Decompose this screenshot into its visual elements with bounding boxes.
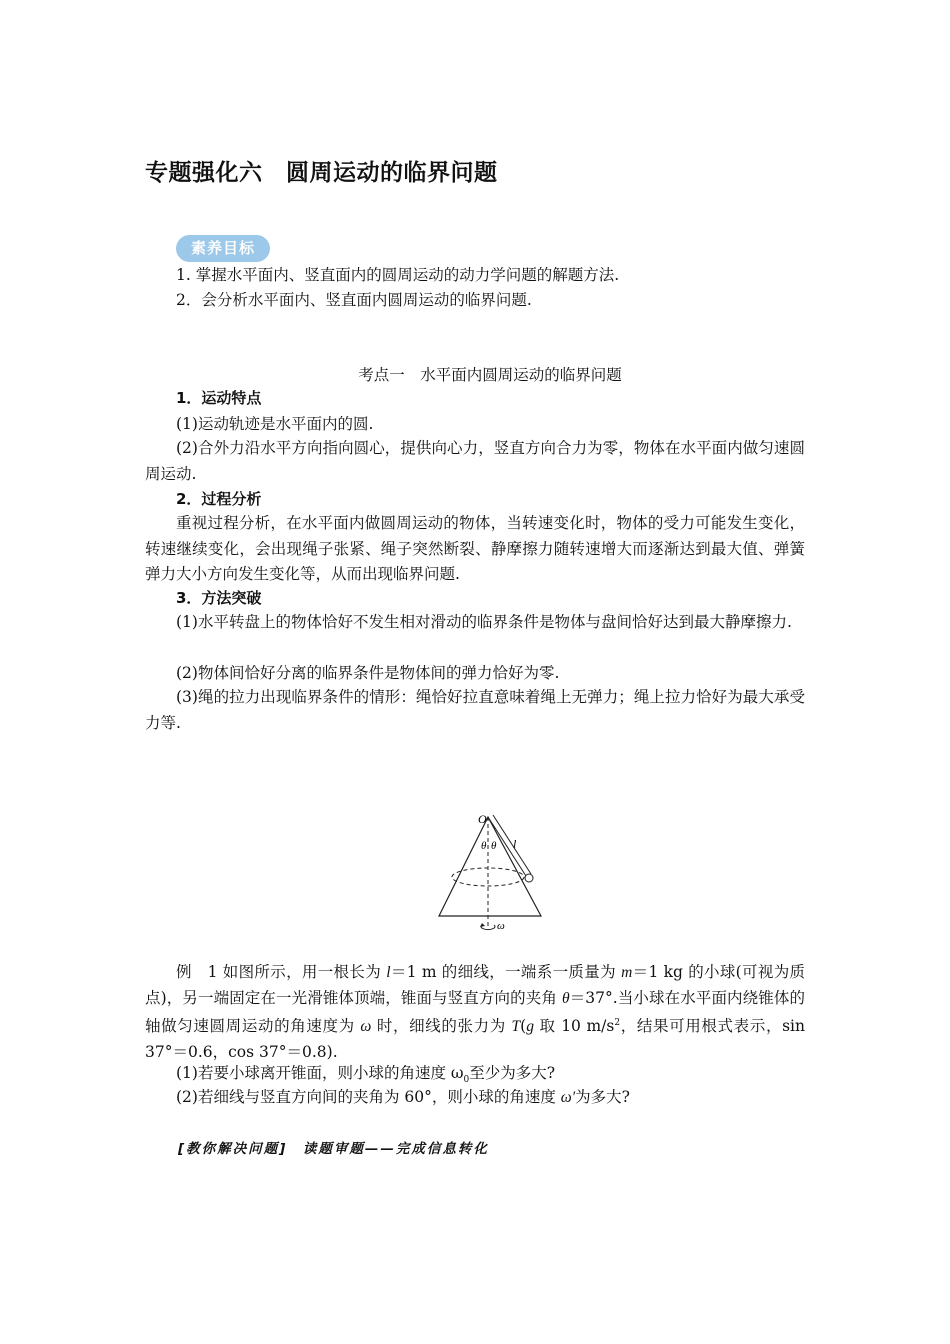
paragraph: 重视过程分析，在水平面内做圆周运动的物体，当转速变化时，物体的受力可能发生变化，转速继续变化，会出现绳子张紧、绳子突然断裂、静摩擦力随转速增大而逐渐达到最大值、弹簧弹力大小方向发生变化等，从而出现临界问题. [145,514,805,583]
goals-badge: 素养目标 [176,235,270,262]
label-O: O [478,812,487,826]
paragraph: (1)水平转盘上的物体恰好不发生相对滑动的临界条件是物体与盘间恰好达到最大静摩擦力. [176,613,792,631]
question-2: (2)若细线与竖直方向间的夹角为 60°，则小球的角速度 ω′为多大? [176,1088,630,1106]
paragraph: (1)运动轨迹是水平面内的圆. [176,415,374,433]
string-line-2 [493,815,531,874]
sub-heading-1: 1．运动特点 [176,389,262,407]
example-text: 例 1 如图所示，用一根长为 l＝1 m 的细线，一端系一质量为 m＝1 kg 的小球(可视为质点)，另一端固定在一光滑锥体顶端，锥面与竖直方向的夹角 θ＝37°.当小球在水平面内绕锥体的轴做匀速圆周运动的角速度为 ω 时，细线的张力为 T(g 取 10 $m/s^2$，结果可用根式表示，sin 37°＝0.6，cos 37°＝0.8). [145,963,806,1061]
label-theta-1: θ [481,840,487,852]
paragraph: (3)绳的拉力出现临界条件的情形：绳恰好拉直意味着绳上无弹力；绳上拉力恰好为最大承受力等. [145,688,805,732]
arrow-head-icon [480,923,485,927]
goal-item-2: 2．会分析水平面内、竖直面内圆周运动的临界问题. [176,291,532,309]
label-l: l [513,837,517,851]
question-1: (1)若要小球离开锥面，则小球的角速度 $\omega_0$至少为多大? [176,1064,556,1086]
label-theta-2: θ [491,840,497,852]
footer-hint: [教你解决问题] 读题审题——完成信息转化 [178,1141,489,1157]
sub-heading-2: 2．过程分析 [176,490,262,508]
paragraph: (2)合外力沿水平方向指向圆心，提供向心力，竖直方向合力为零，物体在水平面内做匀速圆周运动. [145,439,805,483]
sub-heading-3: 3．方法突破 [176,589,262,607]
page-title: 专题强化六 圆周运动的临界问题 [145,160,498,186]
goal-item-1: 1. 掌握水平面内、竖直面内的圆周运动的动力学问题的解题方法. [176,266,620,284]
paragraph: (2)物体间恰好分离的临界条件是物体间的弹力恰好为零. [176,664,560,682]
ball [525,874,533,882]
cone-figure [425,805,555,935]
section-heading: 考点一 水平面内圆周运动的临界问题 [358,366,622,384]
label-omega: ω [497,920,505,932]
